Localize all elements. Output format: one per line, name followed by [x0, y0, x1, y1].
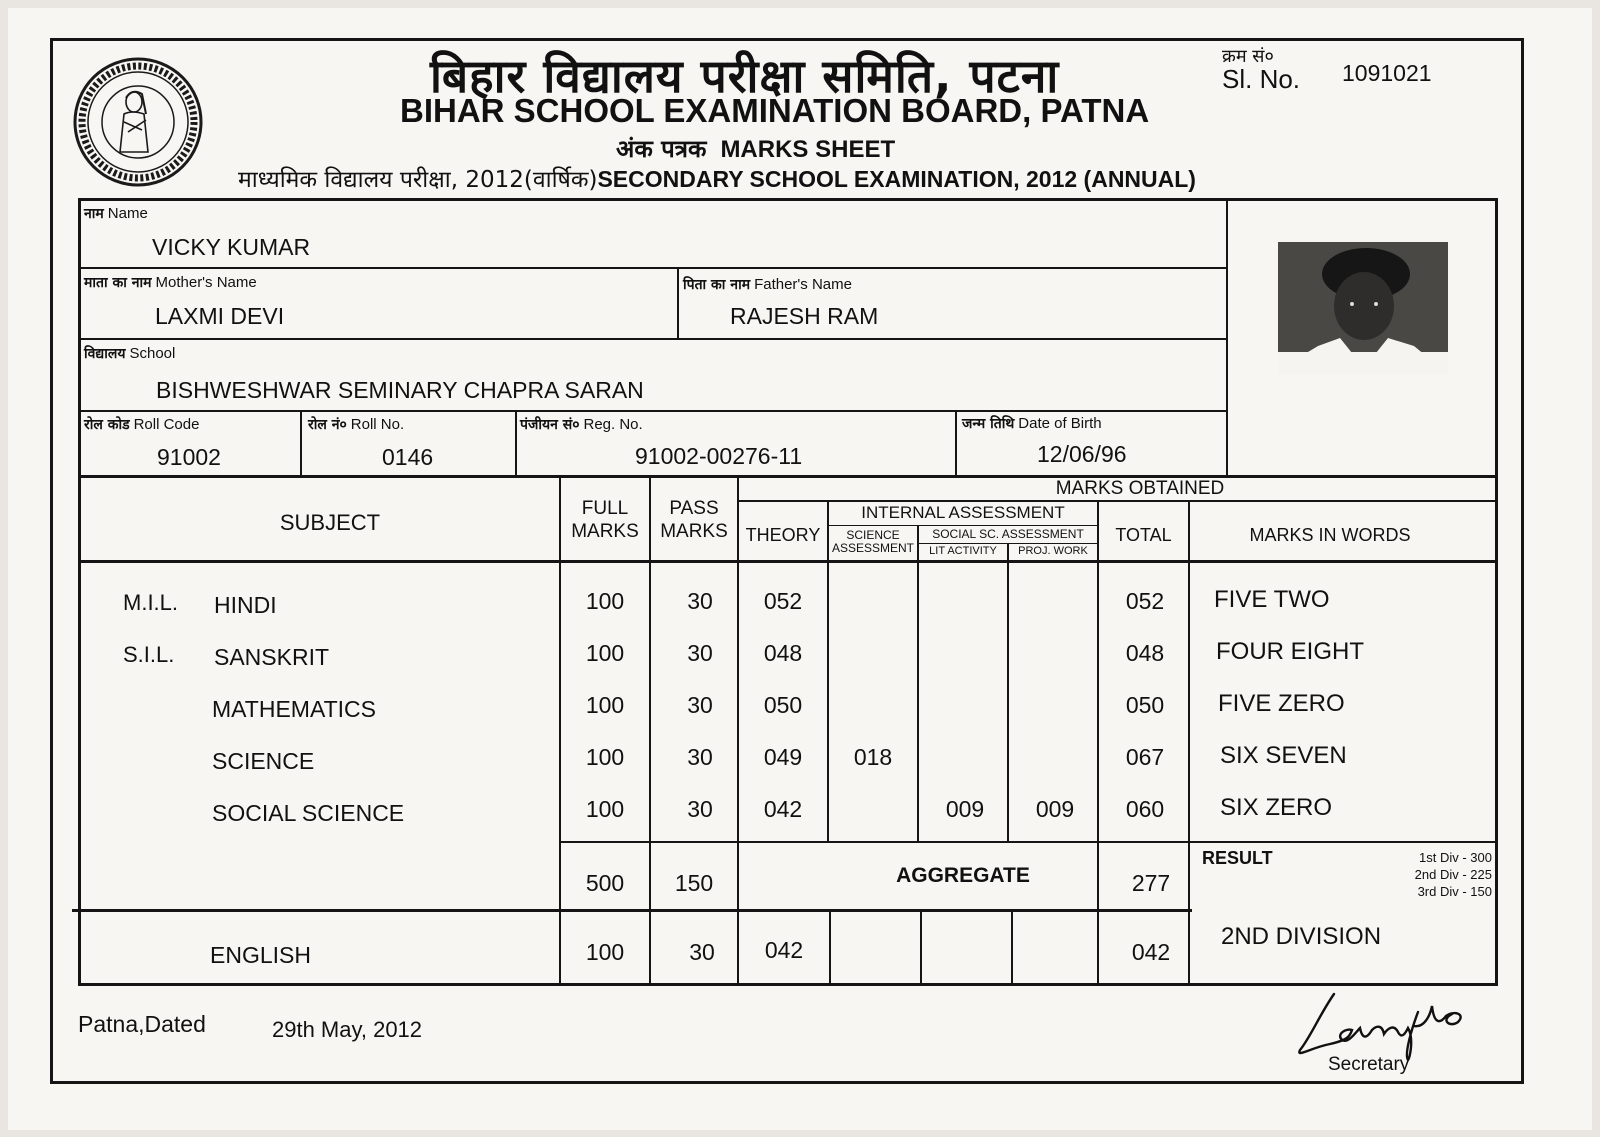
subtitle-hindi: अंक पत्रक: [616, 135, 707, 163]
divider: [829, 910, 831, 984]
issue-date: 29th May, 2012: [272, 1017, 423, 1042]
theory-header: THEORY: [745, 525, 821, 545]
name-label-english: Name: [107, 205, 148, 222]
marks-in-words: FIVE ZERO: [1218, 690, 1345, 717]
science-assessment-line1: SCIENCE: [846, 528, 900, 542]
name-label: [84, 204, 148, 223]
criteria-2nd-div: 2nd Div - 225: [1414, 867, 1492, 882]
pass-marks: 30: [687, 744, 713, 770]
divider: [827, 525, 1097, 526]
lit-activity-marks: 009: [945, 796, 985, 822]
dob-label: [962, 414, 1102, 433]
divider: [78, 560, 1498, 563]
student-photo: [1278, 242, 1448, 374]
mother-label-english: Mother's Name: [155, 274, 257, 291]
father-label-hindi: पिता का नाम: [683, 277, 751, 293]
pass-marks-header: [651, 498, 737, 544]
result-label: RESULT: [1202, 848, 1273, 868]
full-marks: 100: [585, 796, 625, 822]
reg-no-label: [520, 415, 643, 434]
exam-title-english: SECONDARY SCHOOL EXAMINATION, 2012 (ANNUAL): [597, 166, 1196, 192]
mother-label-hindi: माता का नाम: [84, 275, 152, 291]
marks-obtained-header: MARKS OBTAINED: [1055, 478, 1225, 499]
pass-marks: 30: [687, 796, 713, 822]
name-label-hindi: नाम: [84, 206, 104, 222]
marks-in-words-header: MARKS IN WORDS: [1249, 525, 1411, 545]
subject-name: SCIENCE: [212, 748, 315, 774]
subject-group-prefix: M.I.L.: [123, 590, 179, 615]
father-label-english: Father's Name: [754, 276, 852, 293]
father-name-label: [683, 275, 852, 294]
criteria-1st-div: 1st Div - 300: [1419, 850, 1492, 865]
english-theory: 042: [764, 937, 804, 963]
total-header: TOTAL: [1115, 525, 1172, 545]
full-marks: 100: [585, 588, 625, 614]
dob-label-english: Date of Birth: [1018, 415, 1102, 432]
english-total: 042: [1131, 939, 1171, 965]
board-title-hindi: बिहार विद्यालय परीक्षा समिति, पटना: [430, 49, 1060, 103]
divider: [677, 267, 679, 339]
roll-code-label-hindi: रोल कोड: [84, 417, 130, 433]
internal-assessment-header: INTERNAL ASSESSMENT: [861, 503, 1065, 522]
divider: [1011, 910, 1013, 984]
total-marks: 067: [1125, 744, 1165, 770]
science-assessment-line2: ASSESSMENT: [831, 541, 915, 556]
registration-number: 91002-00276-11: [635, 443, 803, 469]
subject-group-prefix: S.I.L.: [123, 642, 175, 667]
english-pass-marks: 30: [689, 939, 715, 965]
date-of-birth: 12/06/96: [1037, 441, 1127, 467]
roll-no-label-hindi: रोल नं०: [308, 417, 347, 433]
result-value: 2ND DIVISION: [1221, 923, 1382, 950]
reg-no-label-english: Reg. No.: [583, 416, 643, 433]
roll-code-label-english: Roll Code: [133, 416, 200, 433]
proj-work-header: PROJ. WORK: [1018, 545, 1088, 557]
subject-name: SOCIAL SCIENCE: [212, 800, 405, 826]
roll-no-label: [308, 415, 404, 434]
full-marks-header: [561, 498, 649, 544]
exam-title-hindi: माध्यमिक विद्यालय परीक्षा, 2012(वार्षिक): [238, 167, 598, 193]
marks-in-words: FIVE TWO: [1214, 586, 1330, 613]
roll-code-label: [84, 415, 199, 434]
document-subtitle: [616, 132, 895, 165]
theory-marks: 049: [763, 744, 803, 770]
full-marks-header-line2: MARKS: [571, 520, 639, 542]
marks-in-words: SIX SEVEN: [1220, 742, 1347, 769]
full-marks-header-line1: FULL: [581, 498, 629, 519]
english-full-marks: 100: [585, 939, 625, 965]
school-label: [84, 344, 175, 363]
pass-marks-header-line1: PASS: [669, 498, 719, 519]
divider: [78, 410, 1228, 412]
theory-marks: 050: [763, 692, 803, 718]
full-marks: 100: [585, 640, 625, 666]
total-marks: 052: [1125, 588, 1165, 614]
divider: [1226, 198, 1228, 478]
criteria-3rd-div: 3rd Div - 150: [1417, 884, 1492, 899]
board-title-english: BIHAR SCHOOL EXAMINATION BOARD, PATNA: [400, 92, 1150, 129]
english-subject: ENGLISH: [210, 942, 311, 968]
school-label-hindi: विद्यालय: [84, 346, 126, 362]
marks-in-words: SIX ZERO: [1220, 794, 1333, 821]
total-marks: 048: [1125, 640, 1165, 666]
exam-title: [238, 162, 1196, 194]
subject-header: SUBJECT: [279, 510, 381, 535]
full-marks: 100: [585, 692, 625, 718]
aggregate-label: AGGREGATE: [896, 864, 1030, 887]
subject-name: SANSKRIT: [214, 644, 330, 670]
serial-label-hindi: क्रम सं०: [1222, 46, 1274, 67]
divider: [917, 525, 919, 842]
aggregate-pass-marks: 150: [674, 870, 714, 896]
division-criteria: [1396, 849, 1492, 900]
secretary-label: Secretary: [1328, 1054, 1410, 1075]
divider: [559, 841, 1498, 843]
science-assessment-header: [829, 529, 917, 555]
theory-marks: 052: [763, 588, 803, 614]
theory-marks: 048: [763, 640, 803, 666]
place-dated-label: Patna,Dated: [78, 1011, 206, 1037]
total-marks: 060: [1125, 796, 1165, 822]
pass-marks: 30: [687, 692, 713, 718]
mother-name-label: [84, 273, 257, 292]
pass-marks-header-line2: MARKS: [660, 520, 728, 542]
divider: [515, 410, 517, 478]
person-silhouette-icon: [1278, 242, 1448, 374]
total-marks: 050: [1125, 692, 1165, 718]
student-name: VICKY KUMAR: [152, 234, 311, 260]
divider: [78, 267, 1228, 269]
reg-no-label-hindi: पंजीयन सं०: [520, 417, 580, 433]
divider: [920, 910, 922, 984]
dob-label-hindi: जन्म तिथि: [962, 416, 1015, 432]
proj-work-marks: 009: [1035, 796, 1075, 822]
divider: [72, 909, 1192, 912]
marks-in-words: FOUR EIGHT: [1216, 638, 1364, 665]
divider: [78, 338, 1228, 340]
subject-name: MATHEMATICS: [212, 696, 376, 722]
lit-activity-header: LIT ACTIVITY: [929, 545, 997, 557]
serial-number: 1091021: [1342, 60, 1432, 86]
subject-name: HINDI: [214, 592, 277, 618]
theory-marks: 042: [763, 796, 803, 822]
aggregate-total: 277: [1131, 870, 1171, 896]
pass-marks: 30: [687, 588, 713, 614]
social-sc-assessment-header: SOCIAL SC. ASSESSMENT: [932, 527, 1084, 541]
serial-label: Sl. No.: [1222, 64, 1301, 94]
mother-name: LAXMI DEVI: [155, 303, 285, 329]
school-label-english: School: [129, 345, 176, 362]
school-name: BISHWESHWAR SEMINARY CHAPRA SARAN: [156, 377, 644, 403]
full-marks: 100: [585, 744, 625, 770]
divider: [300, 410, 302, 478]
subtitle-english: MARKS SHEET: [720, 136, 896, 163]
roll-number: 0146: [382, 444, 434, 470]
science-assessment-marks: 018: [853, 744, 893, 770]
father-name: RAJESH RAM: [730, 303, 879, 329]
secretary-signature: [1290, 988, 1490, 1064]
roll-code: 91002: [157, 444, 221, 470]
divider: [955, 410, 957, 478]
board-seal-logo: [72, 56, 204, 188]
aggregate-full-marks: 500: [585, 870, 625, 896]
pass-marks: 30: [687, 640, 713, 666]
roll-no-label-english: Roll No.: [350, 416, 405, 433]
